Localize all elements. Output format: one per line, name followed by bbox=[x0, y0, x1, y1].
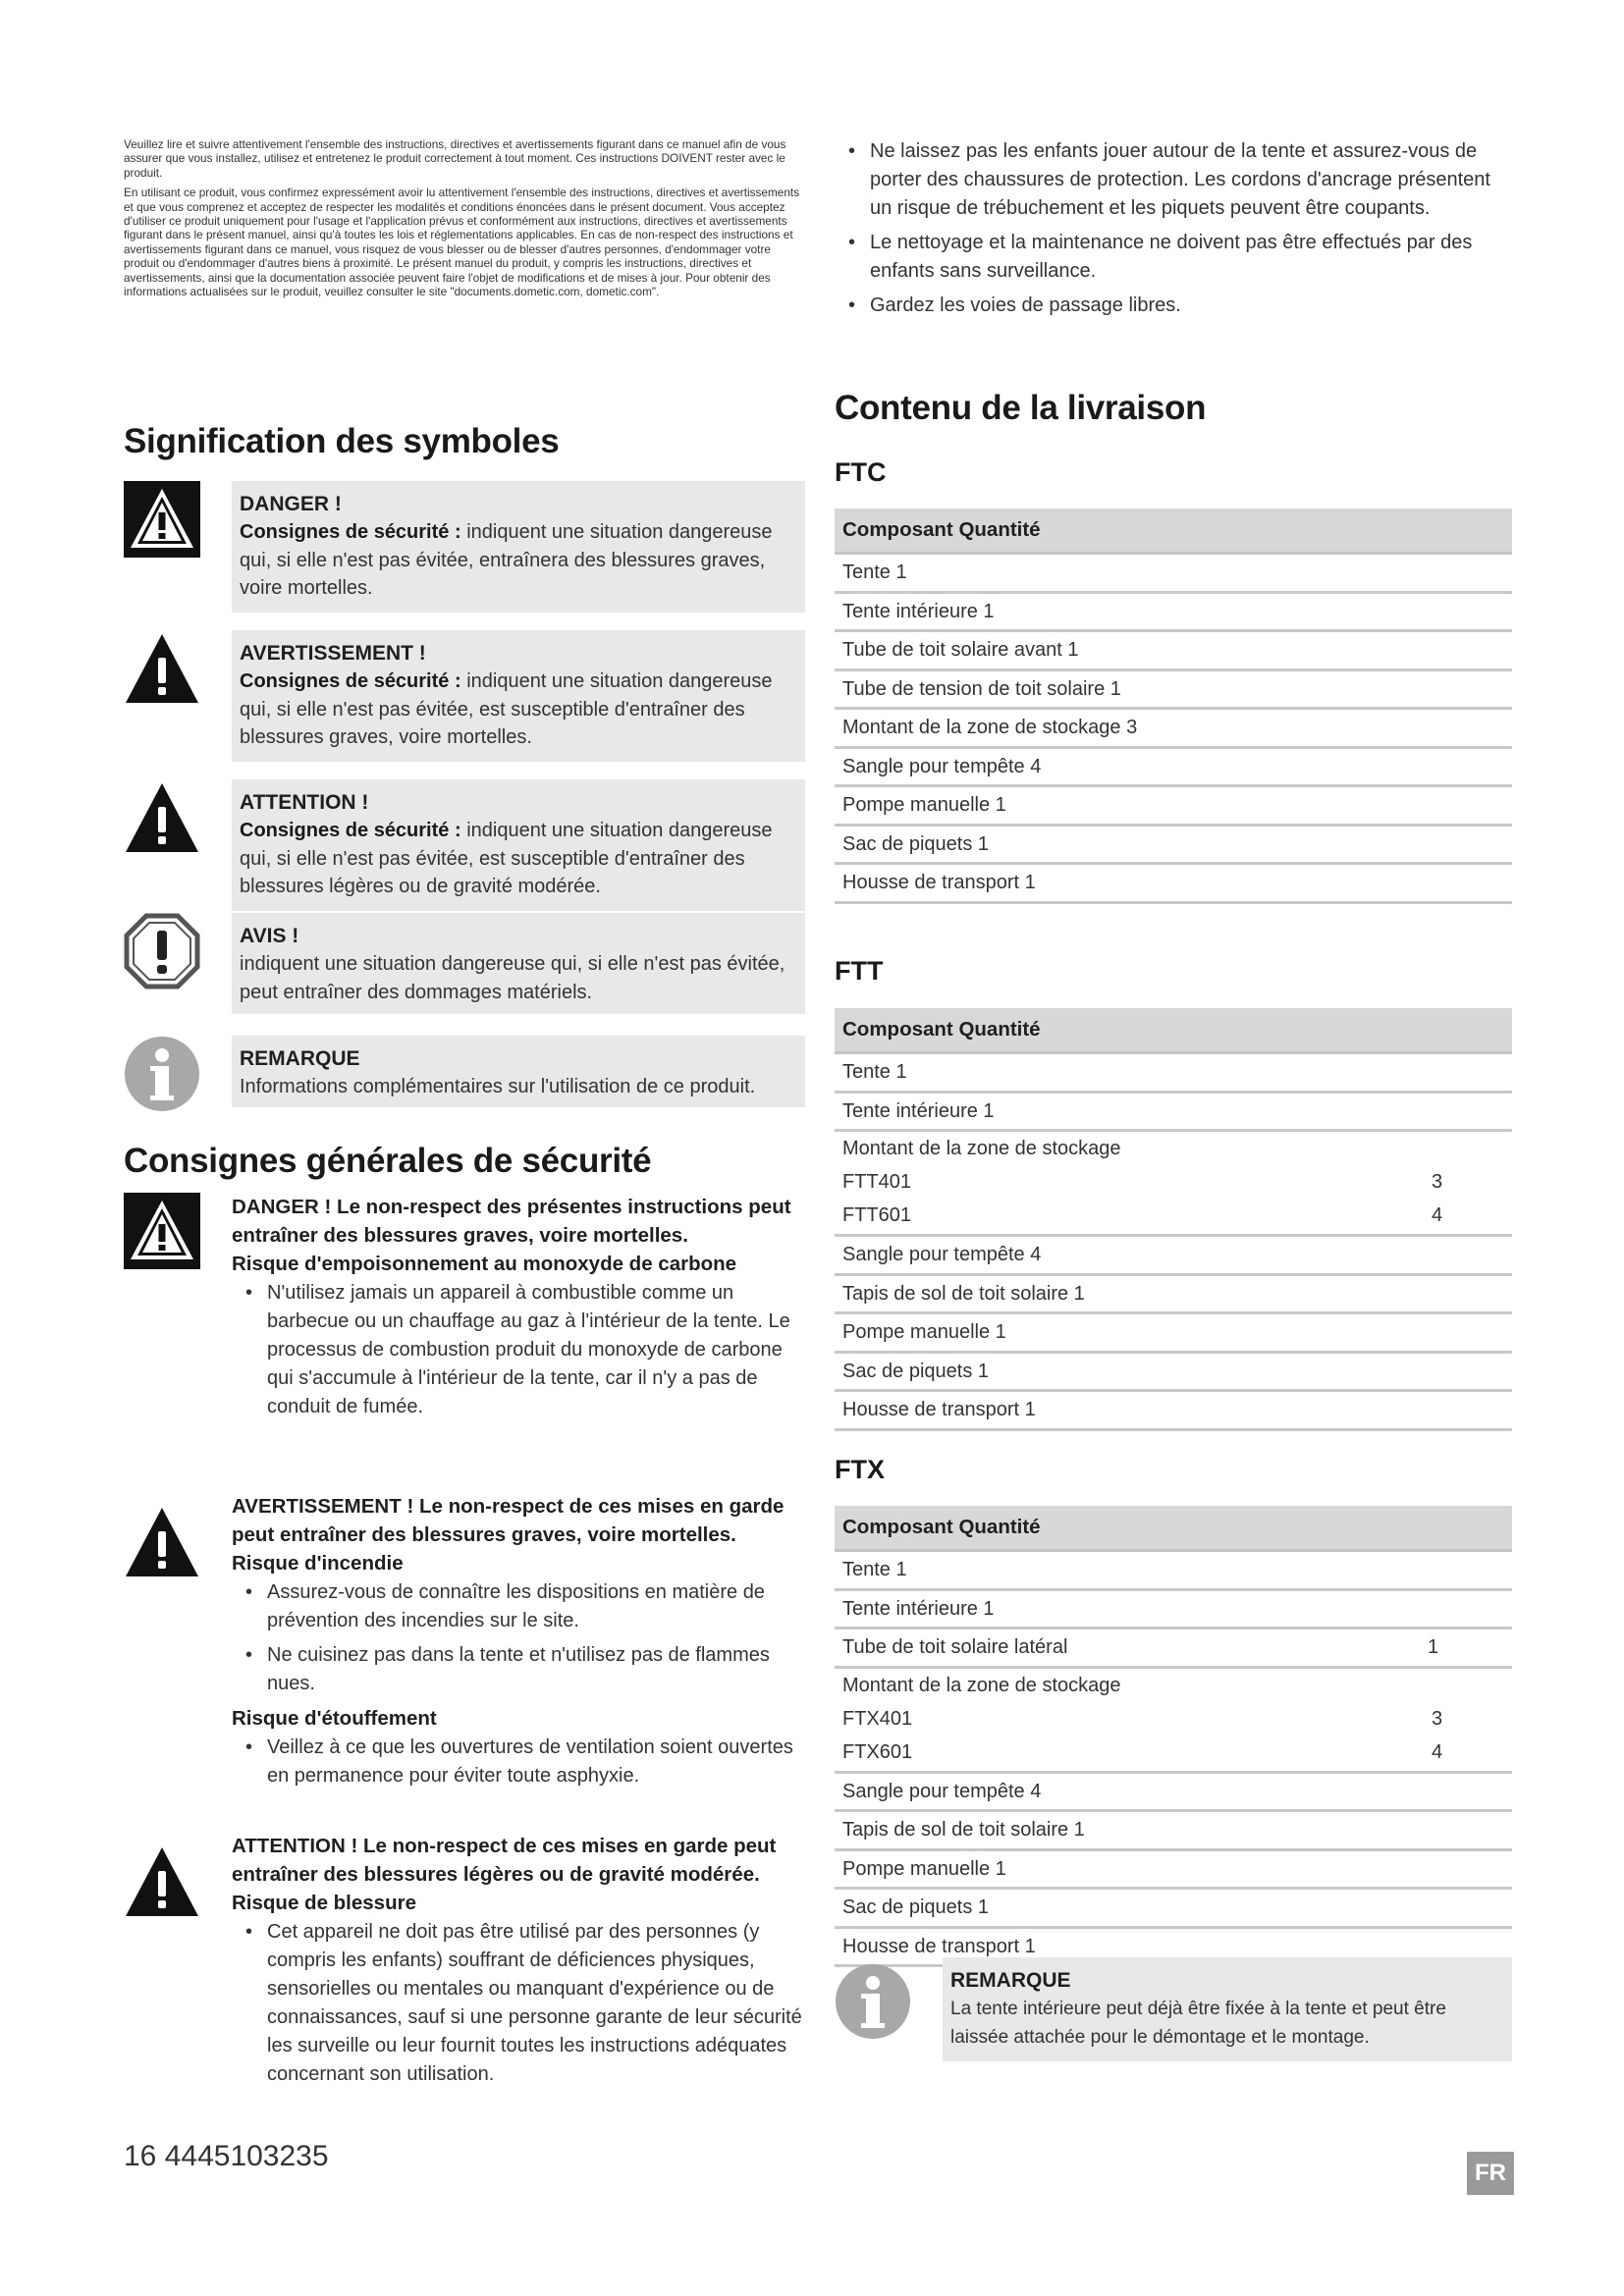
notice-text: indiquent une situation dangereuse qui, si elle n'est pas évitée, peut entraîner des dommages matériels. bbox=[240, 953, 785, 1003]
warning-title: AVERTISSEMENT ! bbox=[240, 642, 426, 665]
note-title: REMARQUE bbox=[950, 1969, 1071, 1992]
danger-title: DANGER ! bbox=[240, 493, 342, 515]
note-box bbox=[943, 1957, 1512, 2061]
table-header: Composant Quantité bbox=[835, 1008, 1512, 1054]
general-warning-item-3: • Veillez à ce que les ouvertures de ventilation soient ouvertes en permanence pour éviter toute asphyxie. bbox=[245, 1736, 793, 1787]
table-row: Tube de toit solaire avant 1 bbox=[835, 632, 1512, 671]
general-warning-head: AVERTISSEMENT ! Le non-respect de ces mises en garde peut entraîner des blessures graves, voire mortelles. bbox=[232, 1495, 785, 1546]
storage-label: Montant de la zone de stockage bbox=[842, 1674, 1121, 1696]
danger-text: indiquent une situation dangereuse qui, si elle n'est pas évitée, entraînera des blessures graves, voire mortelles. bbox=[240, 521, 773, 599]
storage-variant-1: FTT401 3 bbox=[842, 1171, 1443, 1193]
general-warning-item-1: • Assurez-vous de connaître les dispositions en matière de prévention des incendies sur le site. bbox=[245, 1581, 765, 1631]
warning-text: indiquent une situation dangereuse qui, si elle n'est pas évitée, est susceptible d'entraîner des blessures graves, voire mortelles. bbox=[240, 670, 773, 748]
intro-paragraph-1: Veuillez lire et suivre attentivement l'ensemble des instructions, directives et avertissements figurant dans ce manuel afin de vous assurer que vous installez, utilisez et entretenez le produit correctement à tout moment. Ces instructions DOIVENT rester avec le produit. bbox=[124, 137, 786, 180]
table-row: Sac de piquets 1 bbox=[835, 1354, 1512, 1393]
caution-label: Consignes de sécurité : bbox=[240, 820, 461, 841]
bullet-item-1: • Ne laissez pas les enfants jouer autour de la tente et assurez-vous de porter des chaussures de protection. Les cordons d'ancrage présentent un risque de trébuchement et les piquets peuvent être coupants. bbox=[848, 140, 1490, 219]
symbols-heading: Signification des symboles bbox=[124, 422, 560, 460]
info-circle-icon bbox=[835, 1963, 911, 2040]
remark-title: REMARQUE bbox=[240, 1047, 360, 1070]
remark-text: Informations complémentaires sur l'utilisation de ce produit. bbox=[240, 1076, 756, 1097]
notice-octagon-icon bbox=[124, 913, 200, 989]
table-row: Tente 1 bbox=[835, 1552, 1512, 1591]
table-row: Tente intérieure 1 bbox=[835, 1591, 1512, 1630]
ftt-table bbox=[835, 1008, 1512, 1431]
table-row: Sangle pour tempête 4 bbox=[835, 1774, 1512, 1813]
danger-warning-icon bbox=[124, 1193, 200, 1269]
caution-text: indiquent une situation dangereuse qui, si elle n'est pas évitée, est susceptible d'entraîner des blessures légères ou de gravité modérée. bbox=[240, 820, 773, 897]
intro-text bbox=[124, 137, 805, 298]
caution-title: ATTENTION ! bbox=[240, 791, 369, 814]
general-warning-item-2: • Ne cuisinez pas dans la tente et n'utilisez pas de flammes nues. bbox=[245, 1644, 770, 1694]
notice-title: AVIS ! bbox=[240, 925, 299, 947]
bullet-item-2: • Le nettoyage et la maintenance ne doivent pas être effectués par des enfants sans surveillance. bbox=[848, 232, 1473, 282]
table-row: Sac de piquets 1 bbox=[835, 827, 1512, 866]
right-column bbox=[835, 137, 1512, 2048]
general-safety-heading: Consignes générales de sécurité bbox=[124, 1142, 652, 1180]
ftc-table bbox=[835, 508, 1512, 904]
bullet-item-3: • Gardez les voies de passage libres. bbox=[848, 294, 1181, 316]
danger-label: Consignes de sécurité : bbox=[240, 521, 461, 543]
table-row: Tapis de sol de toit solaire 1 bbox=[835, 1276, 1512, 1315]
caution-triangle-icon bbox=[124, 779, 200, 856]
caution-triangle-icon bbox=[124, 1843, 200, 1920]
table-row: Tente intérieure 1 bbox=[835, 594, 1512, 633]
table-row: Sac de piquets 1 bbox=[835, 1890, 1512, 1929]
warning-triangle-icon bbox=[124, 630, 200, 707]
storage-variant-2: FTT601 4 bbox=[842, 1204, 1443, 1226]
table-row: Tube de tension de toit solaire 1 bbox=[835, 671, 1512, 711]
table-row-lateral: Tube de toit solaire latéral 1 bbox=[835, 1629, 1512, 1669]
table-row-storage bbox=[835, 1669, 1512, 1774]
table-row: Tente 1 bbox=[835, 555, 1512, 594]
page-number: 16 4445103235 bbox=[124, 2140, 329, 2172]
storage-label: Montant de la zone de stockage bbox=[842, 1138, 1121, 1159]
table-row: Housse de transport 1 bbox=[835, 865, 1512, 904]
table-row: Montant de la zone de stockage 3 bbox=[835, 710, 1512, 749]
suffocation-risk-sub: Risque d'étouffement bbox=[232, 1707, 437, 1730]
injury-risk-sub: Risque de blessure bbox=[232, 1892, 416, 1914]
general-caution-item: • Cet appareil ne doit pas être utilisé par des personnes (y compris les enfants) souffrant de déficiences physiques, sensorielles ou mentales ou manquant d'expérience ou de connaissances, sauf si une personne garante de leur sécurité les surveille ou leur fournit toutes les instructions adéquates concernant son utilisation. bbox=[245, 1921, 802, 2085]
table-row: Pompe manuelle 1 bbox=[835, 787, 1512, 827]
storage-variant-1: FTX401 3 bbox=[842, 1707, 1443, 1730]
remark-box bbox=[232, 1036, 805, 1107]
caution-box bbox=[232, 779, 805, 911]
table-row: Tapis de sol de toit solaire 1 bbox=[835, 1812, 1512, 1851]
table-row: Housse de transport 1 bbox=[835, 1392, 1512, 1431]
table-row: Pompe manuelle 1 bbox=[835, 1851, 1512, 1891]
table-row: Housse de transport 1 bbox=[835, 1929, 1512, 1968]
ftx-title: FTX bbox=[835, 1455, 885, 1484]
general-danger-item: • N'utilisez jamais un appareil à combustible comme un barbecue ou un chauffage au gaz à l'intérieur de la tente. Le processus de combustion produit du monoxyde de carbone qui s'accumule à l'intérieur de la tente, car il n'y a pas de conduit de fumée. bbox=[245, 1282, 790, 1417]
ftx-table bbox=[835, 1506, 1512, 1967]
danger-warning-icon bbox=[124, 481, 200, 558]
general-danger-head: DANGER ! Le non-respect des présentes instructions peut entraîner des blessures graves, voire mortelles. bbox=[232, 1196, 791, 1247]
language-badge: FR bbox=[1467, 2152, 1514, 2195]
table-row: Sangle pour tempête 4 bbox=[835, 1237, 1512, 1276]
warning-triangle-icon bbox=[124, 1504, 200, 1580]
notice-box bbox=[232, 913, 805, 1014]
table-row: Tente 1 bbox=[835, 1054, 1512, 1094]
delivery-heading: Contenu de la livraison bbox=[835, 389, 1207, 427]
table-row: Tente intérieure 1 bbox=[835, 1094, 1512, 1133]
table-row-storage bbox=[835, 1132, 1512, 1237]
danger-box bbox=[232, 481, 805, 613]
intro-paragraph-2: En utilisant ce produit, vous confirmez expressément avoir lu attentivement l'ensemble des instructions, directives et avertissements et que vous comprenez et acceptez de respecter les modalités et conditions énoncées dans le présent document. Vous acceptez d'utiliser ce produit uniquement pour l'usage et l'application prévus et conformément aux instructions, directives et avertissements figurant dans le présent manuel, ainsi qu'à toutes les lois et réglementations applicables. En cas de non-respect des instructions et avertissements figurant dans ce manuel, vous risquez de vous blesser ou de blesser d'autres personnes, d'endommager votre produit ou d'endommager d'autres biens à proximité. Le présent manuel du produit, y compris les instructions, directives et avertissements, ainsi que la documentation associée peuvent faire l'objet de modifications et de mises à jour. Pour obtenir des informations actualisées sur le produit, veuillez consulter le site "documents.dometic.com, dometic.com". bbox=[124, 186, 800, 299]
ftc-title: FTC bbox=[835, 457, 887, 487]
note-text: La tente intérieure peut déjà être fixée à la tente et peut être laissée attachée pour le démontage et le montage. bbox=[950, 1999, 1446, 2048]
info-circle-icon bbox=[124, 1036, 200, 1112]
left-column bbox=[124, 137, 805, 2085]
fire-risk-sub: Risque d'incendie bbox=[232, 1552, 404, 1575]
table-row: Pompe manuelle 1 bbox=[835, 1314, 1512, 1354]
right-bullets bbox=[835, 137, 1512, 320]
table-header: Composant Quantité bbox=[835, 1506, 1512, 1552]
general-caution-head: ATTENTION ! Le non-respect de ces mises en garde peut entraîner des blessures légères ou de gravité modérée. bbox=[232, 1835, 777, 1886]
table-header: Composant Quantité bbox=[835, 508, 1512, 555]
warning-label: Consignes de sécurité : bbox=[240, 670, 461, 692]
storage-variant-2: FTX601 4 bbox=[842, 1740, 1443, 1763]
ftt-title: FTT bbox=[835, 956, 884, 986]
table-row: Sangle pour tempête 4 bbox=[835, 749, 1512, 788]
warning-box bbox=[232, 630, 805, 762]
general-danger-sub: Risque d'empoisonnement au monoxyde de carbone bbox=[232, 1253, 737, 1275]
